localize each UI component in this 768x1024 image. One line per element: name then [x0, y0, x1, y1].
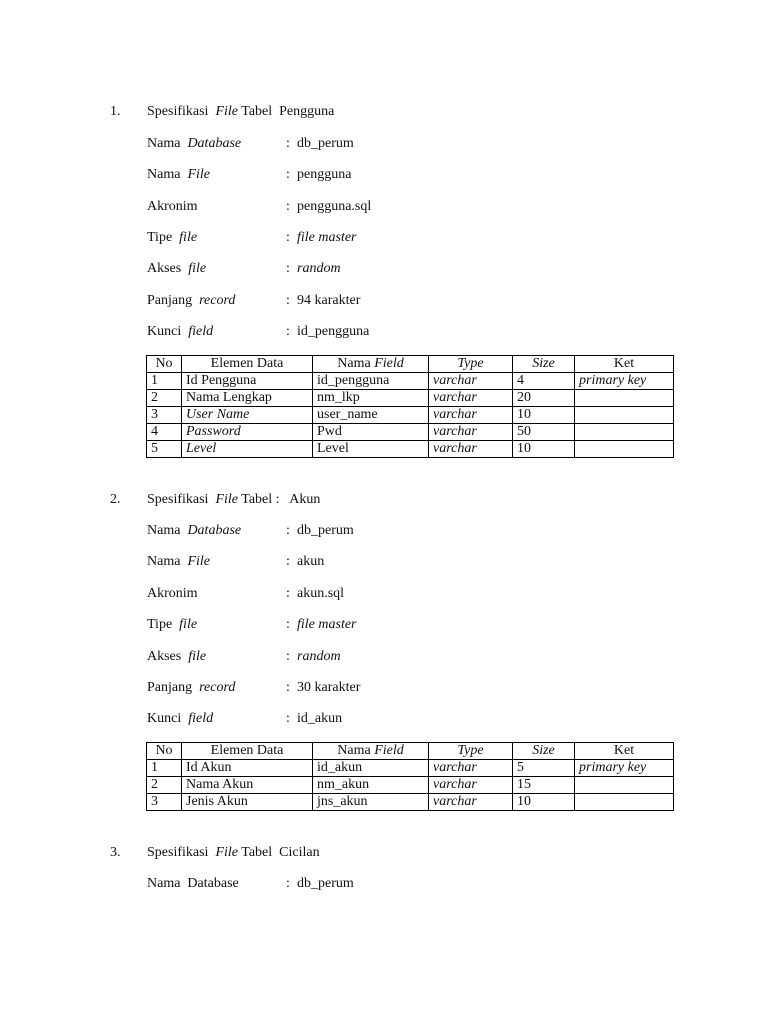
table-row — [147, 794, 674, 811]
cell-nama-field: jns_akun — [313, 794, 429, 811]
prop-value: id_akun — [297, 711, 343, 726]
table-row — [147, 777, 674, 794]
cell-nama-field: id_akun — [313, 760, 429, 777]
cell-type: varchar — [429, 794, 513, 811]
prop-value: id_pengguna — [297, 324, 370, 339]
header-size: Size — [513, 356, 575, 373]
cell-size: 50 — [513, 424, 575, 441]
cell-size: 10 — [513, 794, 575, 811]
cell-type: varchar — [429, 390, 513, 407]
prop-value: pengguna.sql — [297, 199, 372, 214]
prop-label: Akses file — [147, 261, 207, 276]
spec-table — [146, 355, 674, 458]
prop-row — [0, 228, 768, 248]
prop-label: Nama File — [147, 554, 210, 569]
prop-colon: : — [286, 586, 290, 601]
prop-value: db_perum — [297, 136, 354, 151]
cell-size: 4 — [513, 373, 575, 390]
cell-no: 3 — [147, 407, 182, 424]
prop-value: file master — [297, 230, 357, 245]
header-nama-field: Nama Field — [313, 356, 429, 373]
cell-elemen: Nama Lengkap — [182, 390, 313, 407]
cell-nama-field: Level — [313, 441, 429, 458]
cell-size: 5 — [513, 760, 575, 777]
prop-row — [0, 197, 768, 217]
prop-value: random — [297, 649, 341, 664]
table-row — [147, 760, 674, 777]
table-row — [147, 373, 674, 390]
header-type: Type — [429, 356, 513, 373]
prop-label: Nama File — [147, 167, 210, 182]
cell-type: varchar — [429, 373, 513, 390]
table-header-row — [147, 743, 674, 760]
prop-row — [0, 291, 768, 311]
cell-ket — [575, 777, 674, 794]
table-row — [147, 424, 674, 441]
prop-value: 94 karakter — [297, 293, 361, 308]
cell-nama-field: nm_akun — [313, 777, 429, 794]
prop-row — [0, 322, 768, 342]
cell-ket: primary key — [575, 373, 674, 390]
cell-elemen: Password — [182, 424, 313, 441]
prop-colon: : — [286, 199, 290, 214]
prop-label: Tipe file — [147, 230, 198, 245]
cell-no: 2 — [147, 390, 182, 407]
cell-type: varchar — [429, 424, 513, 441]
prop-row — [0, 678, 768, 698]
prop-label: Nama Database — [147, 523, 242, 538]
cell-nama-field: user_name — [313, 407, 429, 424]
prop-colon: : — [286, 136, 290, 151]
cell-no: 1 — [147, 760, 182, 777]
cell-no: 5 — [147, 441, 182, 458]
prop-colon: : — [286, 261, 290, 276]
cell-size: 15 — [513, 777, 575, 794]
prop-value: 30 karakter — [297, 680, 361, 695]
prop-colon: : — [286, 167, 290, 182]
prop-row — [0, 647, 768, 667]
prop-label: Panjang record — [147, 680, 236, 695]
table-header-row — [147, 356, 674, 373]
prop-colon: : — [286, 711, 290, 726]
section-heading — [0, 490, 768, 510]
table-row — [147, 441, 674, 458]
cell-size: 10 — [513, 407, 575, 424]
prop-label: Nama Database — [147, 876, 239, 891]
cell-elemen: Id Akun — [182, 760, 313, 777]
prop-colon: : — [286, 230, 290, 245]
prop-row — [0, 584, 768, 604]
section-number: 1. — [110, 104, 121, 119]
cell-ket — [575, 441, 674, 458]
cell-ket: primary key — [575, 760, 674, 777]
prop-colon: : — [286, 649, 290, 664]
header-elemen: Elemen Data — [182, 356, 313, 373]
cell-size: 10 — [513, 441, 575, 458]
header-type: Type — [429, 743, 513, 760]
cell-elemen: Level — [182, 441, 313, 458]
cell-no: 1 — [147, 373, 182, 390]
prop-row — [0, 134, 768, 154]
section-title: Spesifikasi File Tabel : Akun — [147, 492, 321, 507]
cell-elemen: User Name — [182, 407, 313, 424]
prop-value: db_perum — [297, 876, 354, 891]
prop-colon: : — [286, 293, 290, 308]
prop-colon: : — [286, 876, 290, 891]
prop-row — [0, 259, 768, 279]
section-number: 2. — [110, 492, 121, 507]
cell-no: 4 — [147, 424, 182, 441]
prop-value: random — [297, 261, 341, 276]
prop-label: Nama Database — [147, 136, 242, 151]
cell-type: varchar — [429, 441, 513, 458]
header-ket: Ket — [575, 356, 674, 373]
section-heading — [0, 102, 768, 122]
cell-nama-field: Pwd — [313, 424, 429, 441]
header-no: No — [147, 743, 182, 760]
section-title: Spesifikasi File Tabel Cicilan — [147, 845, 320, 860]
header-no: No — [147, 356, 182, 373]
table-row — [147, 390, 674, 407]
cell-nama-field: id_pengguna — [313, 373, 429, 390]
prop-label: Akronim — [147, 586, 198, 601]
cell-no: 3 — [147, 794, 182, 811]
section-heading — [0, 843, 768, 863]
cell-nama-field: nm_lkp — [313, 390, 429, 407]
header-ket: Ket — [575, 743, 674, 760]
prop-value: pengguna — [297, 167, 352, 182]
prop-row — [0, 521, 768, 541]
cell-no: 2 — [147, 777, 182, 794]
cell-ket — [575, 424, 674, 441]
header-elemen: Elemen Data — [182, 743, 313, 760]
prop-value: db_perum — [297, 523, 354, 538]
prop-row — [0, 874, 768, 894]
prop-label: Akses file — [147, 649, 207, 664]
table-row — [147, 407, 674, 424]
prop-colon: : — [286, 324, 290, 339]
prop-row — [0, 165, 768, 185]
cell-ket — [575, 390, 674, 407]
prop-row — [0, 709, 768, 729]
cell-size: 20 — [513, 390, 575, 407]
cell-type: varchar — [429, 407, 513, 424]
cell-elemen: Jenis Akun — [182, 794, 313, 811]
section-number: 3. — [110, 845, 121, 860]
prop-row — [0, 615, 768, 635]
prop-value: akun — [297, 554, 325, 569]
prop-colon: : — [286, 680, 290, 695]
header-nama-field: Nama Field — [313, 743, 429, 760]
prop-label: Panjang record — [147, 293, 236, 308]
prop-colon: : — [286, 617, 290, 632]
cell-elemen: Id Pengguna — [182, 373, 313, 390]
section-title: Spesifikasi File Tabel Pengguna — [147, 104, 335, 119]
prop-label: Akronim — [147, 199, 198, 214]
prop-row — [0, 552, 768, 572]
prop-colon: : — [286, 523, 290, 538]
prop-value: akun.sql — [297, 586, 345, 601]
header-size: Size — [513, 743, 575, 760]
prop-colon: : — [286, 554, 290, 569]
cell-ket — [575, 794, 674, 811]
cell-type: varchar — [429, 777, 513, 794]
cell-type: varchar — [429, 760, 513, 777]
cell-ket — [575, 407, 674, 424]
prop-value: file master — [297, 617, 357, 632]
prop-label: Kunci field — [147, 324, 214, 339]
cell-elemen: Nama Akun — [182, 777, 313, 794]
spec-table — [146, 742, 674, 811]
prop-label: Kunci field — [147, 711, 214, 726]
prop-label: Tipe file — [147, 617, 198, 632]
